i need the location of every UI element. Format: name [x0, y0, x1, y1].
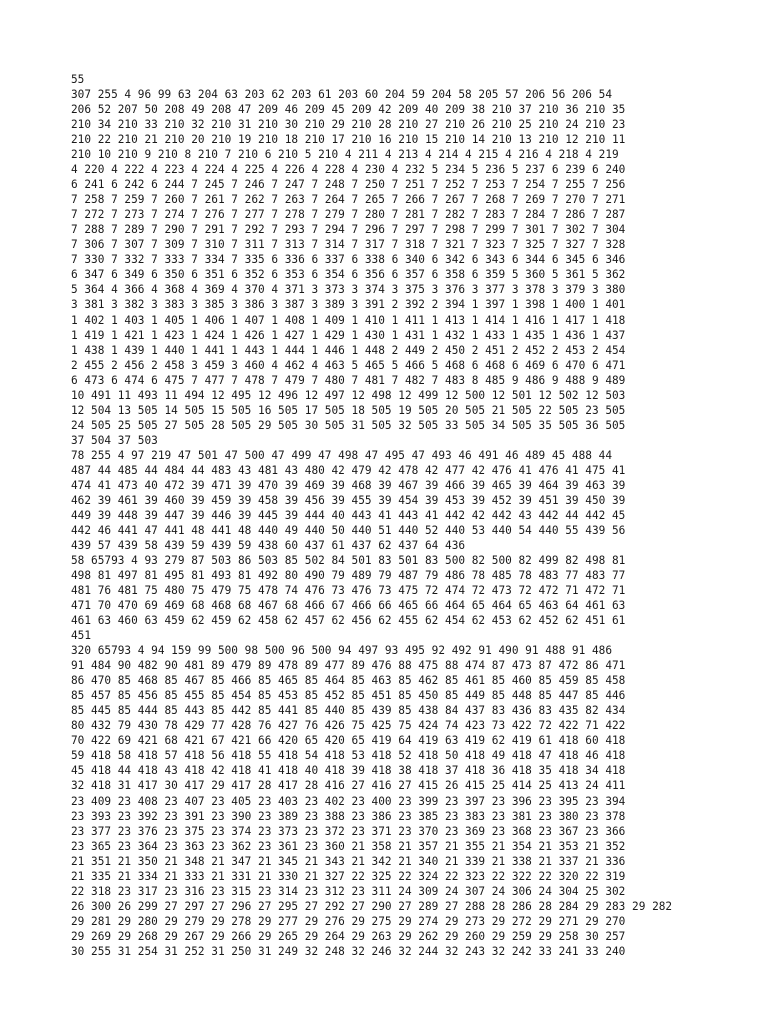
text-line: 12 504 13 505 14 505 15 505 16 505 17 505 18 505 19 505 20 505 21 505 22 505 23 505 [71, 403, 626, 417]
text-line: 23 365 23 364 23 363 23 362 23 361 23 360 21 358 21 357 21 355 21 354 21 353 21 352 [71, 839, 626, 853]
text-line: 6 473 6 474 6 475 7 477 7 478 7 479 7 480 7 481 7 482 7 483 8 485 9 486 9 488 9 489 [71, 373, 626, 387]
text-line: 45 418 44 418 43 418 42 418 41 418 40 418 39 418 38 418 37 418 36 418 35 418 34 418 [71, 764, 626, 778]
text-line: 210 22 210 21 210 20 210 19 210 18 210 17 210 16 210 15 210 14 210 13 210 12 210 11 [71, 133, 626, 147]
text-line: 4 220 4 222 4 223 4 224 4 225 4 226 4 228 4 230 4 232 5 234 5 236 5 237 6 239 6 240 [71, 163, 626, 177]
text-line: 59 418 58 418 57 418 56 418 55 418 54 418 53 418 52 418 50 418 49 418 47 418 46 418 [71, 749, 626, 763]
text-line: 26 300 26 299 27 297 27 296 27 295 27 292 27 290 27 289 27 288 28 286 28 284 29 283 29 282 [71, 899, 673, 913]
text-line: 85 445 85 444 85 443 85 442 85 441 85 440 85 439 85 438 84 437 83 436 83 435 82 434 [71, 704, 626, 718]
text-line: 10 491 11 493 11 494 12 495 12 496 12 497 12 498 12 499 12 500 12 501 12 502 12 503 [71, 388, 626, 402]
text-line: 1 402 1 403 1 405 1 406 1 407 1 408 1 409 1 410 1 411 1 413 1 414 1 416 1 417 1 418 [71, 313, 626, 327]
text-line: 37 504 37 503 [71, 433, 158, 447]
text-line: 58 65793 4 93 279 87 503 86 503 85 502 84 501 83 501 83 500 82 500 82 499 82 498 81 [71, 554, 626, 567]
text-line: 86 470 85 468 85 467 85 466 85 465 85 464 85 463 85 462 85 461 85 460 85 459 85 458 [71, 674, 626, 688]
text-line: 481 76 481 75 480 75 479 75 478 74 476 73 476 73 475 72 474 72 473 72 472 71 472 71 [71, 584, 626, 598]
text-line: 449 39 448 39 447 39 446 39 445 39 444 40 443 41 443 41 442 42 442 43 442 44 442 45 [71, 508, 626, 522]
text-line: 471 70 470 69 469 68 468 68 467 68 466 67 466 66 465 66 464 65 464 65 463 64 461 63 [71, 599, 626, 613]
text-line: 206 52 207 50 208 49 208 47 209 46 209 45 209 42 209 40 209 38 210 37 210 36 210 35 [71, 103, 626, 117]
text-line: 210 34 210 33 210 32 210 31 210 30 210 29 210 28 210 27 210 26 210 25 210 24 210 23 [71, 118, 626, 132]
text-line: 6 241 6 242 6 244 7 245 7 246 7 247 7 248 7 250 7 251 7 252 7 253 7 254 7 255 7 256 [71, 178, 626, 192]
text-line: 85 457 85 456 85 455 85 454 85 453 85 452 85 451 85 450 85 449 85 448 85 447 85 446 [71, 689, 626, 703]
text-line: 22 318 23 317 23 316 23 315 23 314 23 312 23 311 24 309 24 307 24 306 24 304 25 302 [71, 884, 626, 898]
text-line: 29 269 29 268 29 267 29 266 29 265 29 264 29 263 29 262 29 260 29 259 29 258 30 257 [71, 929, 626, 943]
text-line: 78 255 4 97 219 47 501 47 500 47 499 47 498 47 495 47 493 46 491 46 489 45 488 44 [71, 448, 612, 462]
text-line: 3 381 3 382 3 383 3 385 3 386 3 387 3 389 3 391 2 392 2 394 1 397 1 398 1 400 1 401 [71, 298, 626, 312]
text-line: 80 432 79 430 78 429 77 428 76 427 76 426 75 425 75 424 74 423 73 422 72 422 71 422 [71, 719, 626, 733]
text-line: 70 422 69 421 68 421 67 421 66 420 65 420 65 419 64 419 63 419 62 419 61 418 60 418 [71, 734, 626, 748]
text-line: 474 41 473 40 472 39 471 39 470 39 469 39 468 39 467 39 466 39 465 39 464 39 463 39 [71, 478, 626, 492]
text-line: 23 393 23 392 23 391 23 390 23 389 23 388 23 386 23 385 23 383 23 381 23 380 23 378 [71, 809, 626, 823]
text-line: 487 44 485 44 484 44 483 43 481 43 480 42 479 42 478 42 477 42 476 41 476 41 475 41 [71, 463, 626, 477]
text-line: 210 10 210 9 210 8 210 7 210 6 210 5 210 4 211 4 213 4 214 4 215 4 216 4 218 4 219 [71, 148, 619, 162]
text-line: 23 409 23 408 23 407 23 405 23 403 23 402 23 400 23 399 23 397 23 396 23 395 23 394 [71, 794, 626, 808]
text-line: 2 455 2 456 2 458 3 459 3 460 4 462 4 463 5 465 5 466 5 468 6 468 6 469 6 470 6 471 [71, 358, 626, 372]
text-line: 462 39 461 39 460 39 459 39 458 39 456 39 455 39 454 39 453 39 452 39 451 39 450 39 [71, 493, 626, 507]
text-line: 7 258 7 259 7 260 7 261 7 262 7 263 7 264 7 265 7 266 7 267 7 268 7 269 7 270 7 271 [71, 193, 626, 207]
text-line: 461 63 460 63 459 62 459 62 458 62 457 62 456 62 455 62 454 62 453 62 452 62 451 61 [71, 614, 626, 628]
text-line: 30 255 31 254 31 252 31 250 31 249 32 248 32 246 32 244 32 243 32 242 33 241 33 240 [71, 944, 626, 958]
text-line: 6 347 6 349 6 350 6 351 6 352 6 353 6 354 6 356 6 357 6 358 6 359 5 360 5 361 5 362 [71, 268, 626, 282]
text-line: 1 438 1 439 1 440 1 441 1 443 1 444 1 446 1 448 2 449 2 450 2 451 2 452 2 453 2 454 [71, 343, 626, 357]
text-line: 320 65793 4 94 159 99 500 98 500 96 500 94 497 93 495 92 492 91 490 91 488 91 486 [71, 644, 612, 658]
text-line: 7 288 7 289 7 290 7 291 7 292 7 293 7 294 7 296 7 297 7 298 7 299 7 301 7 302 7 304 [71, 223, 626, 237]
text-line: 439 57 439 58 439 59 439 59 438 60 437 61 437 62 437 64 436 [71, 538, 466, 552]
text-document [71, 72, 701, 959]
text-line: 7 272 7 273 7 274 7 276 7 277 7 278 7 279 7 280 7 281 7 282 7 283 7 284 7 286 7 287 [71, 208, 626, 222]
text-line: 5 364 4 366 4 368 4 369 4 370 4 371 3 373 3 374 3 375 3 376 3 377 3 378 3 379 3 380 [71, 283, 626, 297]
text-line: 7 330 7 332 7 333 7 334 7 335 6 336 6 337 6 338 6 340 6 342 6 343 6 344 6 345 6 346 [71, 253, 626, 267]
text-line: 21 351 21 350 21 348 21 347 21 345 21 343 21 342 21 340 21 339 21 338 21 337 21 336 [71, 854, 626, 868]
text-line: 7 306 7 307 7 309 7 310 7 311 7 313 7 314 7 317 7 318 7 321 7 323 7 325 7 327 7 328 [71, 238, 626, 252]
text-line: 55 [71, 73, 85, 86]
text-line: 29 281 29 280 29 279 29 278 29 277 29 276 29 275 29 274 29 273 29 272 29 271 29 270 [71, 914, 626, 928]
text-line: 451 [71, 629, 92, 643]
text-line: 307 255 4 96 99 63 204 63 203 62 203 61 203 60 204 59 204 58 205 57 206 56 206 54 [71, 88, 612, 102]
text-line: 498 81 497 81 495 81 493 81 492 80 490 79 489 79 487 79 486 78 485 78 483 77 483 77 [71, 569, 626, 583]
text-line: 24 505 25 505 27 505 28 505 29 505 30 505 31 505 32 505 33 505 34 505 35 505 36 505 [71, 418, 626, 432]
text-line: 1 419 1 421 1 423 1 424 1 426 1 427 1 429 1 430 1 431 1 432 1 433 1 435 1 436 1 437 [71, 328, 626, 342]
text-line: 21 335 21 334 21 333 21 331 21 330 21 327 22 325 22 324 22 323 22 322 22 320 22 319 [71, 869, 626, 883]
text-line: 442 46 441 47 441 48 441 48 440 49 440 50 440 51 440 52 440 53 440 54 440 55 439 56 [71, 523, 626, 537]
text-line: 91 484 90 482 90 481 89 479 89 478 89 477 89 476 88 475 88 474 87 473 87 472 86 471 [71, 659, 626, 673]
text-line: 23 377 23 376 23 375 23 374 23 373 23 372 23 371 23 370 23 369 23 368 23 367 23 366 [71, 824, 626, 838]
text-line: 32 418 31 417 30 417 29 417 28 417 28 416 27 416 27 415 26 415 25 414 25 413 24 411 [71, 779, 626, 793]
